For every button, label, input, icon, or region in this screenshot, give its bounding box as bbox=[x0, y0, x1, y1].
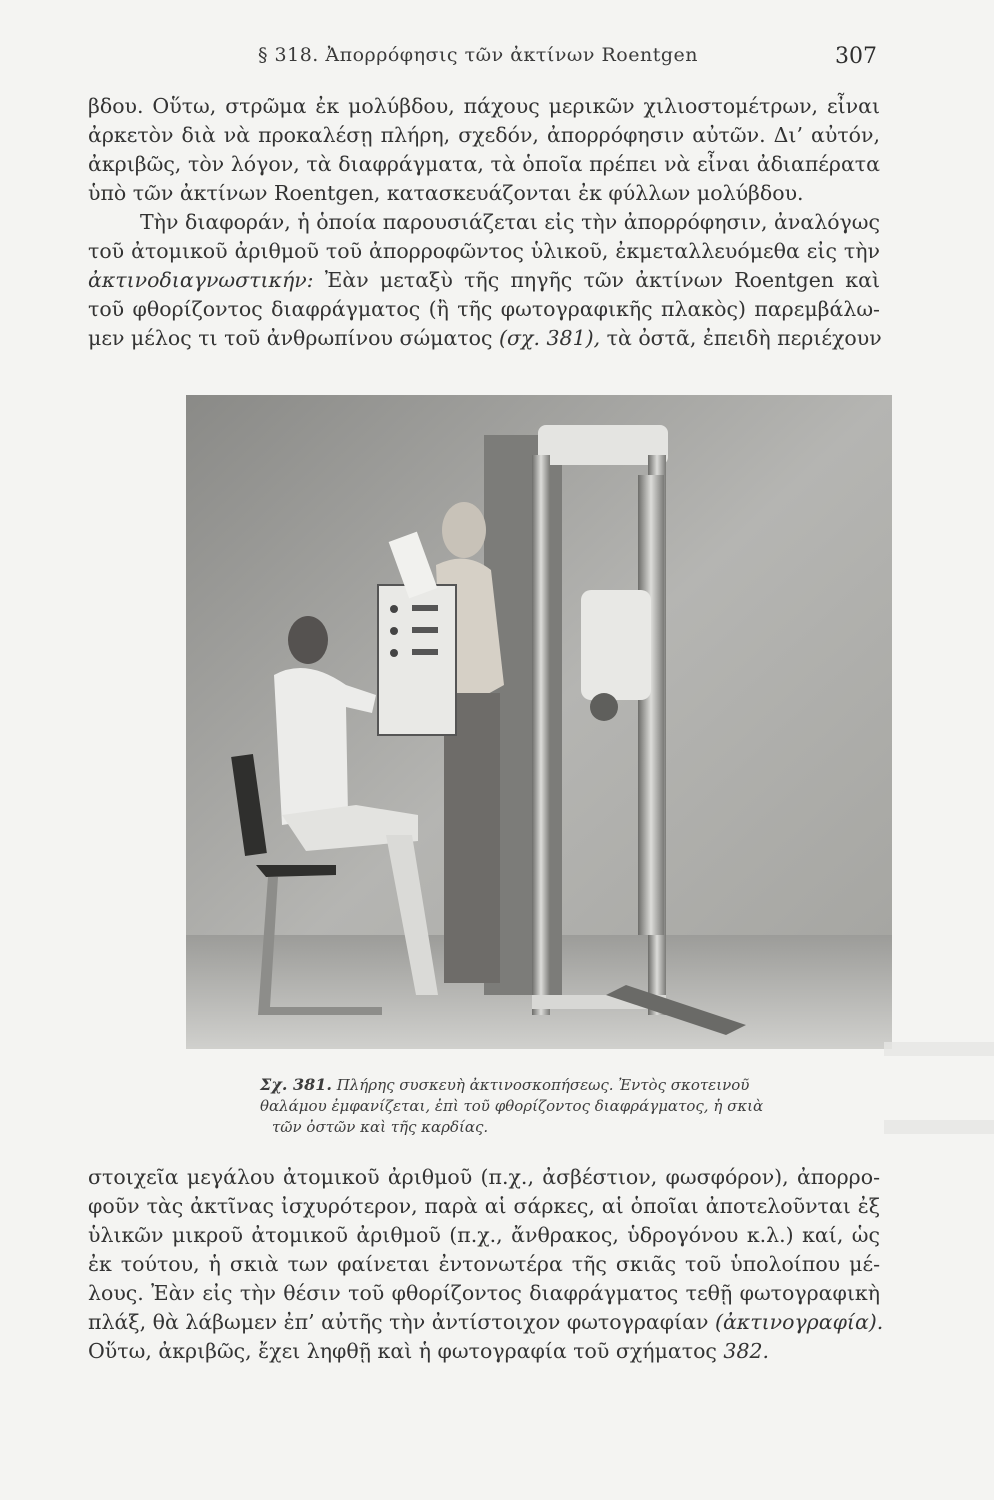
text-line bbox=[88, 324, 880, 353]
text-line: Τὴν διαφοράν, ἡ ὁποία παρουσιάζεται εἰς τὴν ἀπορρόφησιν, ἀναλόγως bbox=[140, 210, 880, 234]
text-line: ἀκριβῶς, τὸν λόγον, τὰ διαφράγματα, τὰ ὁποῖα πρέπει νὰ εἶναι ἀδιαπέρατα bbox=[88, 152, 880, 176]
xray-fluoroscopy-photo bbox=[186, 395, 892, 1049]
text-line: φοῦν τὰς ἀκτῖνας ἰσχυρότερον, παρὰ αἱ σάρκες, αἱ ὁποῖαι ἀποτελοῦνται ἐξ bbox=[88, 1194, 880, 1218]
text-run: πλάξ, θὰ λάβωμεν ἐπ’ αὐτῆς τὴν ἀντίστοιχον φωτογραφίαν bbox=[88, 1310, 715, 1334]
running-head bbox=[0, 38, 994, 78]
text-line: ὑλικῶν μικροῦ ἀτομικοῦ ἀριθμοῦ (π.χ., ἄνθρακος, ὑδρογόνου κ.λ.) καί, ὡς bbox=[88, 1223, 880, 1247]
text-run: τὰ ὀστᾶ, ἐπειδὴ περιέχουν bbox=[600, 326, 882, 350]
physician-head bbox=[288, 616, 328, 664]
panel-switch-icon bbox=[412, 649, 438, 655]
panel-switch-icon bbox=[412, 627, 438, 633]
bleed-through-mark bbox=[884, 1120, 994, 1134]
patient-trousers bbox=[444, 693, 500, 983]
text-line bbox=[88, 1308, 884, 1337]
panel-dial-icon bbox=[390, 649, 398, 657]
patient-head bbox=[442, 502, 486, 558]
text-line: τοῦ φθορίζοντος διαφράγματος (ἢ τῆς φωτογραφικῆς πλακὸς) παρεμβάλω- bbox=[88, 297, 880, 321]
text-line: ἀρκετὸν διὰ νὰ προκαλέσῃ πλήρη, σχεδόν, ἀπορρόφησιν αὐτῶν. Δι’ αὐτόν, bbox=[88, 123, 880, 147]
figure-caption bbox=[260, 1074, 840, 1138]
emphasis-term: (ἀκτινογραφία). bbox=[714, 1310, 884, 1334]
figure-photograph bbox=[186, 395, 892, 1049]
tube-knob-icon bbox=[590, 693, 618, 721]
text-line: τοῦ ἀτομικοῦ ἀριθμοῦ τοῦ ἀπορροφῶντος ὑλικοῦ, ἐκμεταλλευόμεθα εἰς τὴν bbox=[88, 239, 880, 263]
emphasis-term: ἀκτινοδιαγνωστικήν: bbox=[88, 268, 314, 292]
caption-line bbox=[260, 1074, 840, 1096]
caption-text: Πλήρης συσκευὴ ἀκτινοσκοπήσεως. Ἐντὸς σκοτεινοῦ bbox=[331, 1076, 750, 1094]
text-line: ἐκ τούτου, ἡ σκιὰ των φαίνεται ἐντονωτέρα τῆς σκιᾶς τοῦ ὑπολοίπου μέ- bbox=[88, 1252, 880, 1276]
text-line: ὑπὸ τῶν ἀκτίνων Roentgen, κατασκευάζονται ἐκ φύλλων μολύβδου. bbox=[88, 181, 804, 205]
xray-tube-housing bbox=[581, 590, 651, 700]
panel-dial-icon bbox=[390, 627, 398, 635]
bottom-paragraph bbox=[88, 1163, 884, 1366]
figure-reference: 382. bbox=[723, 1339, 770, 1363]
top-paragraph bbox=[88, 92, 880, 353]
text-line bbox=[88, 266, 880, 295]
panel-dial-icon bbox=[390, 605, 398, 613]
text-line: στοιχεῖα μεγάλου ἀτομικοῦ ἀριθμοῦ (π.χ., ἀσβέστιον, φωσφόρον), ἀπορρο- bbox=[88, 1165, 880, 1189]
bleed-through-mark bbox=[884, 1042, 994, 1056]
page-number: 307 bbox=[835, 44, 877, 69]
text-run: Οὕτω, ἀκριβῶς, ἔχει ληφθῇ καὶ ἡ φωτογραφία τοῦ σχήματος bbox=[88, 1339, 724, 1363]
text-run: Ἐὰν μεταξὺ τῆς πηγῆς τῶν ἀκτίνων Roentgen καὶ bbox=[313, 268, 880, 292]
frame-left-rail bbox=[532, 455, 550, 1015]
chair-seat bbox=[256, 865, 336, 877]
text-line bbox=[88, 1337, 880, 1366]
caption-line: τῶν ὀστῶν καὶ τῆς καρδίας. bbox=[272, 1118, 489, 1136]
text-run: μεν μέλος τι τοῦ ἀνθρωπίνου σώματος bbox=[88, 326, 500, 350]
figure-reference: (σχ. 381), bbox=[499, 326, 601, 350]
panel-switch-icon bbox=[412, 605, 438, 611]
text-line: λους. Ἐὰν εἰς τὴν θέσιν τοῦ φθορίζοντος διαφράγματος τεθῇ φωτογραφικὴ bbox=[88, 1281, 880, 1305]
figure-label: Σχ. 381. bbox=[260, 1075, 332, 1094]
tube-column bbox=[638, 475, 664, 935]
running-title: § 318. Ἀπορρόφησις τῶν ἀκτίνων Roentgen bbox=[258, 44, 698, 66]
text-line: βδου. Οὕτω, στρῶμα ἐκ μολύβδου, πάχους μερικῶν χιλιοστομέτρων, εἶναι bbox=[88, 94, 880, 118]
caption-line: θαλάμου ἐμφανίζεται, ἐπὶ τοῦ φθορίζοντος διαφράγματος, ἡ σκιὰ bbox=[260, 1097, 764, 1115]
